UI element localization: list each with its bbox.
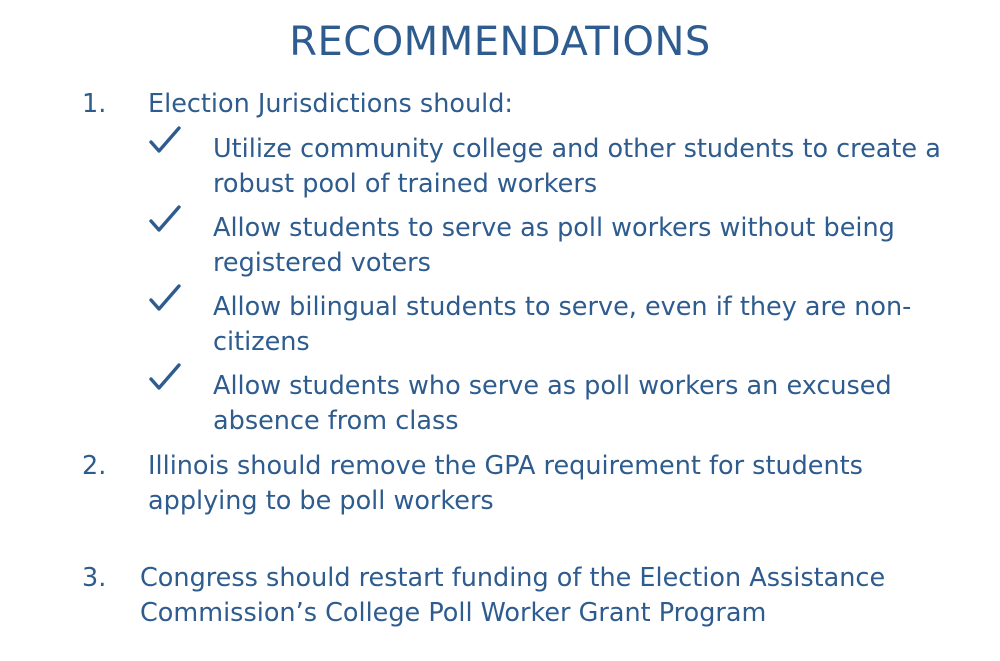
subitem-3-line-1: Allow bilingual students to serve, even if they are non- (213, 292, 912, 322)
subitem-2-line-2: registered voters (213, 248, 431, 278)
item-3-line-1: Congress should restart funding of the Election Assistance (140, 563, 886, 593)
item-2-line-2: applying to be poll workers (148, 486, 494, 516)
subitem-1-line-1: Utilize community college and other students to create a (213, 134, 941, 164)
checkmark-icon (148, 124, 182, 158)
item-3-number: 3. (82, 563, 107, 593)
subitem-2-line-1: Allow students to serve as poll workers without being (213, 213, 895, 243)
item-1-number: 1. (82, 89, 107, 119)
slide-title: RECOMMENDATIONS (289, 19, 711, 65)
item-2-number: 2. (82, 451, 107, 481)
checkmark-icon (148, 282, 182, 316)
checkmark-icon (148, 203, 182, 237)
item-3-line-2: Commission’s College Poll Worker Grant Program (140, 598, 767, 628)
checkmark-icon (148, 361, 182, 395)
item-2-line-1: Illinois should remove the GPA requirement for students (148, 451, 863, 481)
subitem-4-line-1: Allow students who serve as poll workers an excused (213, 371, 892, 401)
subitem-1-line-2: robust pool of trained workers (213, 169, 598, 199)
item-1-text: Election Jurisdictions should: (148, 89, 513, 119)
subitem-4-line-2: absence from class (213, 406, 459, 436)
subitem-3-line-2: citizens (213, 327, 310, 357)
